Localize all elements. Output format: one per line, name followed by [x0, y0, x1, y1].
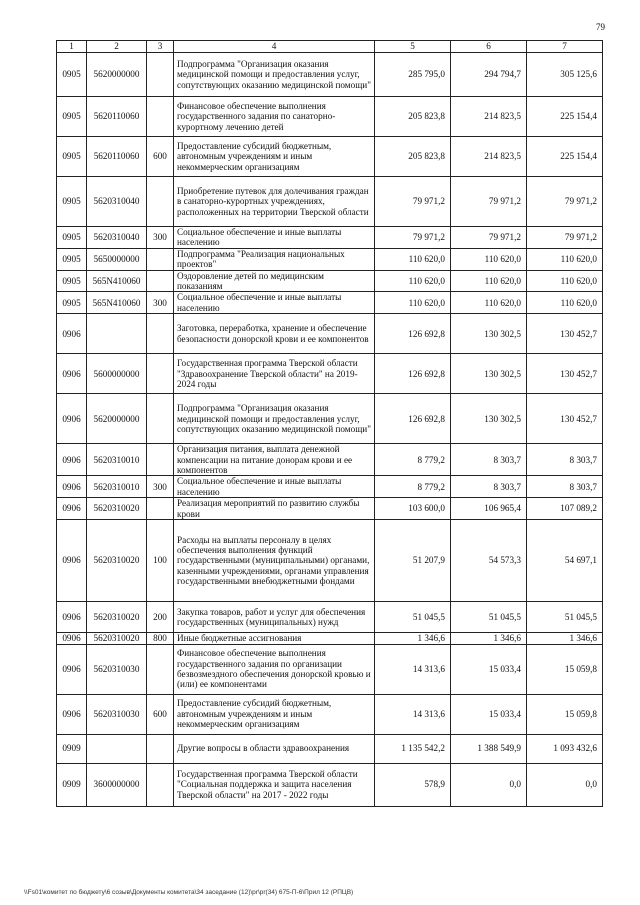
- table-row: [57, 53, 603, 97]
- expense-type-cell: [147, 763, 174, 806]
- col-header-2: 2: [87, 41, 147, 53]
- amount-2020-cell: 205 823,8: [375, 137, 451, 177]
- section-code-cell: 0909: [57, 763, 87, 806]
- amount-2020-cell: 79 971,2: [375, 177, 451, 227]
- item-name-cell: Социальное обеспечение и иные выплаты населению: [174, 476, 375, 498]
- amount-2021-cell: 15 033,4: [451, 694, 527, 734]
- expense-type-cell: 300: [147, 292, 174, 314]
- target-article-cell: 5620310040: [87, 227, 147, 249]
- amount-2022-cell: 54 697,1: [527, 520, 603, 602]
- expense-type-cell: [147, 314, 174, 354]
- amount-2020-cell: 578,9: [375, 763, 451, 806]
- item-name-cell: Приобретение путевок для долечивания граждан в санаторно-курортных учреждениях, расположенных на территории Тверской области: [174, 177, 375, 227]
- amount-2022-cell: 15 059,8: [527, 644, 603, 694]
- expense-type-cell: [147, 354, 174, 394]
- target-article-cell: 565N410060: [87, 270, 147, 292]
- column-number-row: [57, 41, 603, 53]
- expense-type-cell: [147, 53, 174, 97]
- amount-2021-cell: 8 303,7: [451, 444, 527, 476]
- item-name-cell: Другие вопросы в области здравоохранения: [174, 734, 375, 763]
- amount-2022-cell: 130 452,7: [527, 394, 603, 444]
- amount-2020-cell: 126 692,8: [375, 354, 451, 394]
- expense-type-cell: [147, 270, 174, 292]
- expense-type-cell: [147, 644, 174, 694]
- table-row: [57, 444, 603, 476]
- expense-type-cell: 100: [147, 520, 174, 602]
- section-code-cell: 0905: [57, 177, 87, 227]
- amount-2022-cell: 8 303,7: [527, 476, 603, 498]
- target-article-cell: 5600000000: [87, 354, 147, 394]
- target-article-cell: 5620000000: [87, 53, 147, 97]
- item-name-cell: Подпрограмма "Организация оказания медицинской помощи и предоставления услуг, сопутствующих оказанию медицинской помощи": [174, 394, 375, 444]
- amount-2020-cell: 126 692,8: [375, 314, 451, 354]
- expense-type-cell: [147, 177, 174, 227]
- amount-2022-cell: 107 089,2: [527, 498, 603, 520]
- amount-2022-cell: 8 303,7: [527, 444, 603, 476]
- col-header-6: 6: [451, 41, 527, 53]
- amount-2020-cell: 14 313,6: [375, 644, 451, 694]
- section-code-cell: 0905: [57, 53, 87, 97]
- item-name-cell: Социальное обеспечение и иные выплаты населению: [174, 292, 375, 314]
- amount-2021-cell: 106 965,4: [451, 498, 527, 520]
- table-row: [57, 644, 603, 694]
- section-code-cell: 0905: [57, 270, 87, 292]
- target-article-cell: 3600000000: [87, 763, 147, 806]
- amount-2021-cell: 1 346,6: [451, 633, 527, 644]
- item-name-cell: Иные бюджетные ассигнования: [174, 633, 375, 644]
- target-article-cell: 565N410060: [87, 292, 147, 314]
- amount-2020-cell: 103 600,0: [375, 498, 451, 520]
- item-name-cell: Социальное обеспечение и иные выплаты населению: [174, 227, 375, 249]
- item-name-cell: Закупка товаров, работ и услуг для обеспечения государственных (муниципальных) нужд: [174, 602, 375, 633]
- expense-type-cell: [147, 498, 174, 520]
- target-article-cell: 5620310010: [87, 476, 147, 498]
- target-article-cell: 5620310040: [87, 177, 147, 227]
- item-name-cell: Государственная программа Тверской области "Социальная поддержка и защита населения Тверской области" на 2017 - 2022 годы: [174, 763, 375, 806]
- amount-2021-cell: 130 302,5: [451, 314, 527, 354]
- expense-type-cell: 600: [147, 137, 174, 177]
- table-row: [57, 498, 603, 520]
- table-row: [57, 602, 603, 633]
- table-row: [57, 734, 603, 763]
- budget-table: [56, 40, 603, 807]
- amount-2020-cell: 1 346,6: [375, 633, 451, 644]
- expense-type-cell: [147, 734, 174, 763]
- amount-2021-cell: 51 045,5: [451, 602, 527, 633]
- target-article-cell: 5620000000: [87, 394, 147, 444]
- amount-2021-cell: 79 971,2: [451, 227, 527, 249]
- section-code-cell: 0906: [57, 498, 87, 520]
- amount-2022-cell: 79 971,2: [527, 227, 603, 249]
- section-code-cell: 0905: [57, 248, 87, 270]
- table-row: [57, 270, 603, 292]
- amount-2022-cell: 1 346,6: [527, 633, 603, 644]
- amount-2021-cell: 110 620,0: [451, 292, 527, 314]
- amount-2021-cell: 54 573,3: [451, 520, 527, 602]
- col-header-3: 3: [147, 41, 174, 53]
- target-article-cell: 5620110060: [87, 97, 147, 137]
- amount-2020-cell: 285 795,0: [375, 53, 451, 97]
- expense-type-cell: 300: [147, 476, 174, 498]
- section-code-cell: 0906: [57, 633, 87, 644]
- table-row: [57, 248, 603, 270]
- amount-2022-cell: 15 059,8: [527, 694, 603, 734]
- amount-2022-cell: 305 125,6: [527, 53, 603, 97]
- col-header-4: 4: [174, 41, 375, 53]
- section-code-cell: 0906: [57, 602, 87, 633]
- amount-2021-cell: 130 302,5: [451, 354, 527, 394]
- amount-2022-cell: 110 620,0: [527, 248, 603, 270]
- table-row: [57, 633, 603, 644]
- item-name-cell: Государственная программа Тверской области "Здравоохранение Тверской области" на 2019-2024 годы: [174, 354, 375, 394]
- amount-2020-cell: 110 620,0: [375, 248, 451, 270]
- amount-2022-cell: 1 093 432,6: [527, 734, 603, 763]
- section-code-cell: 0905: [57, 97, 87, 137]
- table-row: [57, 694, 603, 734]
- amount-2020-cell: 51 207,9: [375, 520, 451, 602]
- amount-2021-cell: 110 620,0: [451, 270, 527, 292]
- amount-2022-cell: 110 620,0: [527, 270, 603, 292]
- item-name-cell: Реализация мероприятий по развитию службы крови: [174, 498, 375, 520]
- item-name-cell: Заготовка, переработка, хранение и обеспечение безопасности донорской крови и ее компонентов: [174, 314, 375, 354]
- table-row: [57, 227, 603, 249]
- amount-2020-cell: 14 313,6: [375, 694, 451, 734]
- target-article-cell: 5620110060: [87, 137, 147, 177]
- item-name-cell: Подпрограмма "Реализация национальных проектов": [174, 248, 375, 270]
- table-row: [57, 394, 603, 444]
- table-row: [57, 354, 603, 394]
- section-code-cell: 0906: [57, 644, 87, 694]
- item-name-cell: Финансовое обеспечение выполнения государственного задания по организации безвозмездного обеспечения донорской кровью и (или) ее компонентами: [174, 644, 375, 694]
- amount-2020-cell: 126 692,8: [375, 394, 451, 444]
- section-code-cell: 0906: [57, 520, 87, 602]
- expense-type-cell: 600: [147, 694, 174, 734]
- col-header-1: 1: [57, 41, 87, 53]
- target-article-cell: 5620310020: [87, 498, 147, 520]
- amount-2020-cell: 1 135 542,2: [375, 734, 451, 763]
- section-code-cell: 0906: [57, 694, 87, 734]
- amount-2022-cell: 225 154,4: [527, 97, 603, 137]
- amount-2022-cell: 110 620,0: [527, 292, 603, 314]
- amount-2021-cell: 8 303,7: [451, 476, 527, 498]
- col-header-5: 5: [375, 41, 451, 53]
- expense-type-cell: 200: [147, 602, 174, 633]
- amount-2022-cell: 79 971,2: [527, 177, 603, 227]
- expense-type-cell: [147, 248, 174, 270]
- section-code-cell: 0906: [57, 444, 87, 476]
- expense-type-cell: [147, 394, 174, 444]
- item-name-cell: Предоставление субсидий бюджетным, автономным учреждениям и иным некоммерческим организациям: [174, 694, 375, 734]
- section-code-cell: 0906: [57, 354, 87, 394]
- table-row: [57, 97, 603, 137]
- amount-2021-cell: 15 033,4: [451, 644, 527, 694]
- section-code-cell: 0905: [57, 227, 87, 249]
- footer-file-path: \\Fs01\комитет по бюджету\6 созыв\Документы комитета\34 заседание (12)\pr\pr(34) 675-П-6\Прил 12 (РПЦВ): [24, 889, 354, 896]
- amount-2022-cell: 130 452,7: [527, 354, 603, 394]
- item-name-cell: Предоставление субсидий бюджетным, автономным учреждениям и иным некоммерческим организациям: [174, 137, 375, 177]
- amount-2020-cell: 8 779,2: [375, 444, 451, 476]
- amount-2020-cell: 110 620,0: [375, 292, 451, 314]
- target-article-cell: 5620310020: [87, 633, 147, 644]
- amount-2022-cell: 51 045,5: [527, 602, 603, 633]
- amount-2021-cell: 110 620,0: [451, 248, 527, 270]
- expense-type-cell: [147, 444, 174, 476]
- amount-2020-cell: 51 045,5: [375, 602, 451, 633]
- item-name-cell: Расходы на выплаты персоналу в целях обеспечения выполнения функций государственными (муниципальными) органами, казенными учреждениями, органами управления государственными внебюджетными фондами: [174, 520, 375, 602]
- table-row: [57, 292, 603, 314]
- expense-type-cell: [147, 97, 174, 137]
- item-name-cell: Организация питания, выплата денежной компенсации на питание донорам крови и ее компонентов: [174, 444, 375, 476]
- table-row: [57, 137, 603, 177]
- target-article-cell: 5650000000: [87, 248, 147, 270]
- amount-2021-cell: 130 302,5: [451, 394, 527, 444]
- target-article-cell: 5620310030: [87, 694, 147, 734]
- section-code-cell: 0905: [57, 137, 87, 177]
- amount-2021-cell: 79 971,2: [451, 177, 527, 227]
- target-article-cell: [87, 734, 147, 763]
- table-row: [57, 763, 603, 806]
- amount-2020-cell: 79 971,2: [375, 227, 451, 249]
- section-code-cell: 0906: [57, 394, 87, 444]
- amount-2021-cell: 1 388 549,9: [451, 734, 527, 763]
- amount-2020-cell: 8 779,2: [375, 476, 451, 498]
- amount-2021-cell: 214 823,5: [451, 137, 527, 177]
- item-name-cell: Финансовое обеспечение выполнения государственного задания по санаторно-курортному лечению детей: [174, 97, 375, 137]
- section-code-cell: 0906: [57, 476, 87, 498]
- section-code-cell: 0906: [57, 314, 87, 354]
- amount-2020-cell: 110 620,0: [375, 270, 451, 292]
- target-article-cell: 5620310020: [87, 602, 147, 633]
- table-row: [57, 177, 603, 227]
- target-article-cell: 5620310030: [87, 644, 147, 694]
- expense-type-cell: 800: [147, 633, 174, 644]
- item-name-cell: Оздоровление детей по медицинским показаниям: [174, 270, 375, 292]
- target-article-cell: [87, 314, 147, 354]
- table-row: [57, 520, 603, 602]
- table-row: [57, 314, 603, 354]
- amount-2020-cell: 205 823,8: [375, 97, 451, 137]
- target-article-cell: 5620310020: [87, 520, 147, 602]
- amount-2022-cell: 225 154,4: [527, 137, 603, 177]
- expense-type-cell: 300: [147, 227, 174, 249]
- amount-2021-cell: 214 823,5: [451, 97, 527, 137]
- target-article-cell: 5620310010: [87, 444, 147, 476]
- amount-2022-cell: 130 452,7: [527, 314, 603, 354]
- section-code-cell: 0905: [57, 292, 87, 314]
- amount-2022-cell: 0,0: [527, 763, 603, 806]
- col-header-7: 7: [527, 41, 603, 53]
- table-row: [57, 476, 603, 498]
- item-name-cell: Подпрограмма "Организация оказания медицинской помощи и предоставления услуг, сопутствующих оказанию медицинской помощи": [174, 53, 375, 97]
- amount-2021-cell: 0,0: [451, 763, 527, 806]
- page-number: 79: [596, 22, 605, 32]
- amount-2021-cell: 294 794,7: [451, 53, 527, 97]
- section-code-cell: 0909: [57, 734, 87, 763]
